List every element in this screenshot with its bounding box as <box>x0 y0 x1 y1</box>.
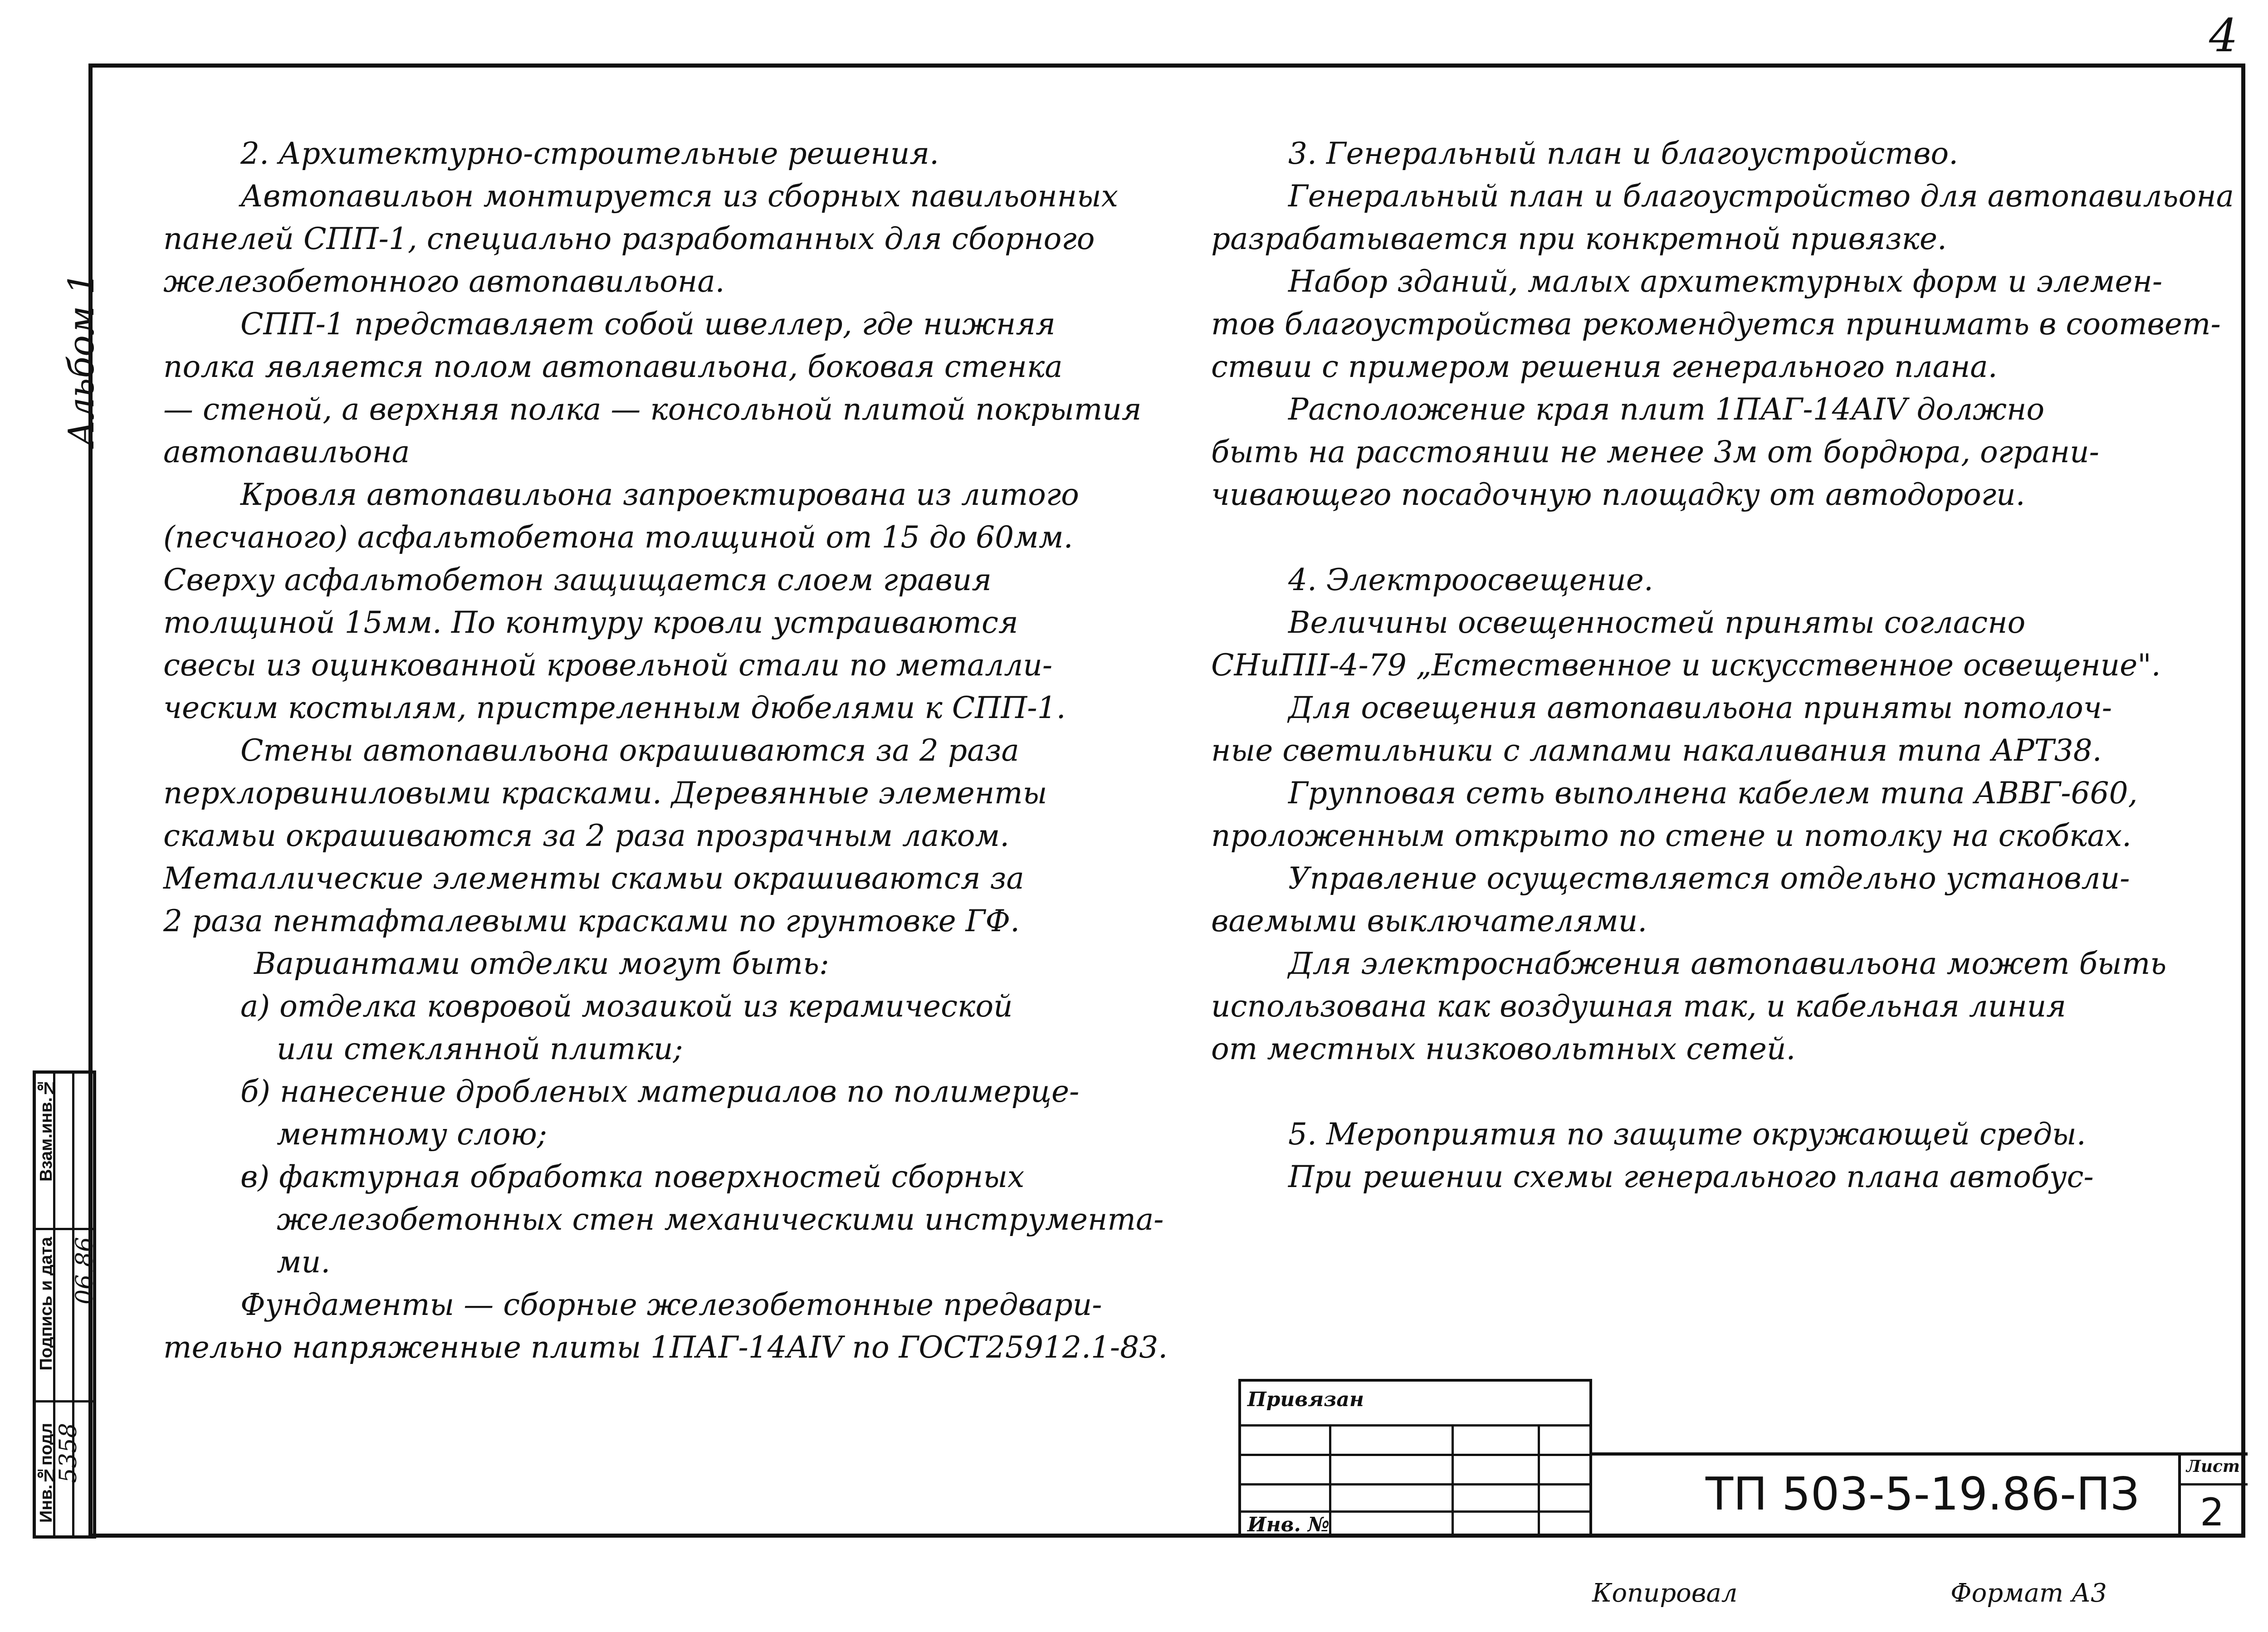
text-line: ментному слою; <box>277 1117 547 1152</box>
text-line: 5. Мероприятия по защите окружающей среды. <box>1288 1117 2086 1152</box>
text-line: панелей СПП-1, специально разработанных для сборного <box>163 221 1095 256</box>
text-line: полка является полом автопавильона, боковая стенка <box>163 349 1063 384</box>
text-line: а) отделка ковровой мозаикой из керамической <box>240 989 1013 1024</box>
inv-orig-label: Инв.№подл <box>37 1423 56 1523</box>
format-label: Формат А3 <box>1950 1578 2107 1608</box>
text-line <box>1211 516 2209 559</box>
text-line: Набор зданий, малых архитектурных форм и элемен- <box>1288 264 2163 299</box>
text-line: от местных низковольтных сетей. <box>1211 1031 1796 1066</box>
text-line: 3. Генеральный план и благоустройство. <box>1288 136 1959 171</box>
text-line <box>1211 1070 2209 1113</box>
text-line: ваемыми выключателями. <box>1211 904 1647 938</box>
left-text-column <box>163 132 1168 1369</box>
text-line: ные светильники с лампами накаливания типа АРТ38. <box>1211 733 2102 768</box>
title-block <box>1238 1379 2248 1538</box>
text-line: Величины освещенностей приняты согласно <box>1288 605 2026 640</box>
text-line: Кровля автопавильона запроектирована из литого <box>240 477 1079 512</box>
text-line: скамьи окрашиваются за 2 раза прозрачным лаком. <box>163 818 1010 853</box>
text-line: использована как воздушная так, и кабельная линия <box>1211 989 2066 1024</box>
text-line: железобетонных стен механическими инструмента- <box>277 1202 1164 1237</box>
replace-label: Взам.инв.№ <box>37 1078 56 1182</box>
text-line: чивающего посадочную площадку от автодороги. <box>1211 477 2025 512</box>
text-line: Сверху асфальтобетон защищается слоем гравия <box>163 562 992 597</box>
text-line: свесы из оцинкованной кровельной стали по металли- <box>163 648 1053 683</box>
text-line: проложенным открыто по стене и потолку на скобках. <box>1211 818 2132 853</box>
album-label: Альбом 1 <box>61 272 102 447</box>
text-line: 2 раза пентафталевыми красками по грунтовке ГФ. <box>163 904 1020 938</box>
tied-label: Привязан <box>1247 1388 1364 1411</box>
text-line: ми. <box>277 1245 331 1280</box>
text-line: автопавильона <box>163 435 410 469</box>
text-line: Фундаменты — сборные железобетонные предвари- <box>240 1287 1102 1322</box>
text-line: — стеной, а верхняя полка — консольной плитой покрытия <box>163 392 1142 427</box>
text-line: Металлические элементы скамьи окрашиваются за <box>163 861 1024 896</box>
text-line: При решении схемы генерального плана автобус- <box>1288 1159 2094 1194</box>
right-text-column <box>1211 132 2234 1198</box>
text-line: Генеральный план и благоустройство для автопавильона <box>1288 179 2234 214</box>
text-line: тов благоустройства рекомендуется принимать в соответ- <box>1211 307 2221 342</box>
inv-orig-value: 5358 <box>55 1423 82 1483</box>
text-line: 4. Электроосвещение. <box>1288 562 1653 597</box>
copied-label: Копировал <box>1592 1578 1738 1608</box>
text-line: ствии с примером решения генерального плана. <box>1211 349 1998 384</box>
text-line: толщиной 15мм. По контуру кровли устраиваются <box>163 605 1018 640</box>
text-line: 2. Архитектурно-строительные решения. <box>240 136 939 171</box>
text-line: перхлорвиниловыми красками. Деревянные элементы <box>163 776 1047 811</box>
text-line: быть на расстоянии не менее 3м от бордюра, ограни- <box>1211 435 2099 469</box>
inv-label: Инв. № <box>1247 1513 1330 1536</box>
text-line: (песчаного) асфальтобетона толщиной от 15 до 60мм. <box>163 520 1073 555</box>
text-line: Стены автопавильона окрашиваются за 2 раза <box>240 733 1019 768</box>
text-line: СПП-1 представляет собой швеллер, где нижняя <box>240 307 1056 342</box>
text-line: тельно напряженные плиты 1ПАГ-14АIV по ГОСТ25912.1-83. <box>163 1330 1168 1365</box>
text-line: в) фактурная обработка поверхностей сборных <box>240 1159 1025 1194</box>
text-line: Для освещения автопавильона приняты потолоч- <box>1288 690 2112 725</box>
text-line: ческим костылям, пристреленным дюбелями к СПП-1. <box>163 690 1066 725</box>
sheet-label: Лист <box>2186 1457 2240 1476</box>
text-line: Управление осуществляется отдельно установли- <box>1288 861 2130 896</box>
page-number: 4 <box>2209 9 2238 62</box>
signature-value: 06.86 <box>71 1237 98 1305</box>
text-line: СНиПII-4-79 „Естественное и искусственное освещение". <box>1211 648 2161 683</box>
text-line: или стеклянной плитки; <box>277 1031 683 1066</box>
text-line: Расположение края плит 1ПАГ-14АIV должно <box>1288 392 2045 427</box>
text-line: б) нанесение дробленых материалов по полимерце- <box>240 1074 1080 1109</box>
left-stamp-strip <box>33 1070 96 1539</box>
document-code: ТП 503-5-19.86-ПЗ <box>1706 1467 2140 1520</box>
sheet-number: 2 <box>2200 1490 2224 1534</box>
text-line: Вариантами отделки могут быть: <box>254 946 830 981</box>
text-line: разрабатывается при конкретной привязке. <box>1211 221 1947 256</box>
text-line: Групповая сеть выполнена кабелем типа АВВГ-660, <box>1288 776 2138 811</box>
signature-label: Подпись и дата <box>37 1237 56 1371</box>
text-line: Для электроснабжения автопавильона может быть <box>1288 946 2167 981</box>
text-line: Автопавильон монтируется из сборных павильонных <box>240 179 1119 214</box>
text-line: железобетонного автопавильона. <box>163 264 725 299</box>
